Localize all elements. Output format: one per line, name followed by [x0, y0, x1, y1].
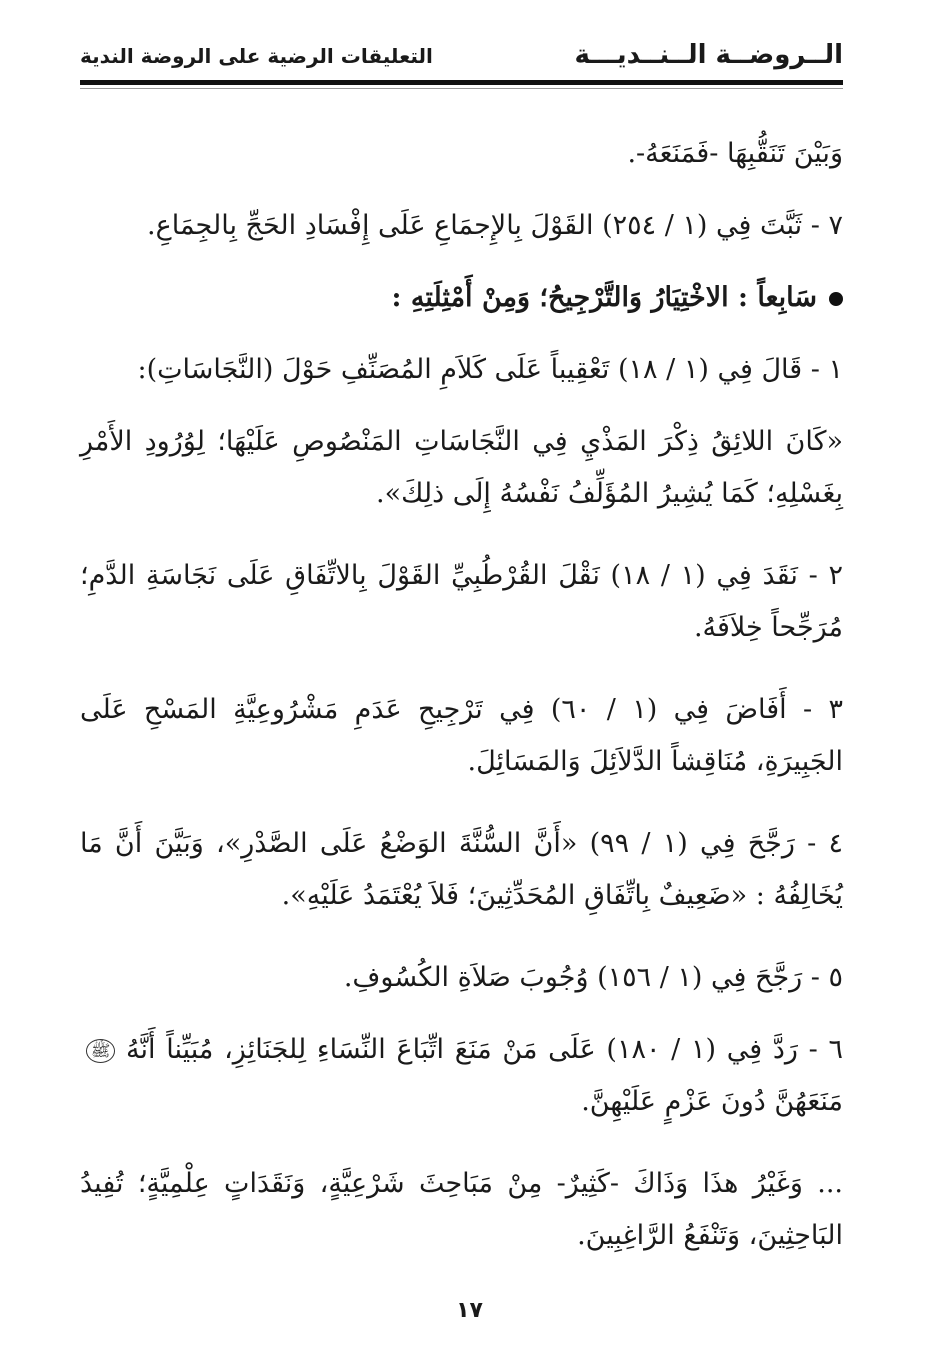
section-heading — [80, 272, 843, 324]
paragraph-item-1: ١ - قَالَ فِي (١ / ١٨) تَعْقِيباً عَلَى كَلاَمِ المُصَنِّفِ حَوْلَ (النَّجَاسَاتِ): — [137, 354, 843, 385]
header-rule-thin — [80, 88, 843, 89]
honorific-icon: ﷺ — [86, 1039, 115, 1063]
page-header — [80, 38, 843, 78]
header-rule — [80, 80, 843, 85]
page-number: ١٧ — [456, 1298, 483, 1323]
page-body — [80, 128, 843, 1292]
paragraph-item-6 — [80, 1024, 843, 1128]
book-title: الــروضــة الــنــديـــة — [574, 40, 843, 70]
section-title: التعليقات الرضية على الروضة الندية — [80, 44, 433, 68]
paragraph-item-4: ٤ - رَجَّحَ فِي (١ / ٩٩) «أَنَّ السُّنَّةَ الوَضْعُ عَلَى الصَّدْرِ»، وَبَيَّنَ أَنَّ مَا يُخَالِفُهُ : «ضَعِيفٌ بِاتِّفَاقِ المُحَدِّثِينَ؛ فَلاَ يُعْتَمَدُ عَلَيْهِ». — [80, 828, 843, 911]
paragraph-continuation: وَبَيْنَ تَنَقُّبِهَا -فَمَنَعَهُ-. — [627, 138, 843, 169]
paragraph-item-5: ٥ - رَجَّحَ فِي (١ / ١٥٦) وُجُوبَ صَلاَةِ الكُسُوفِ. — [343, 962, 843, 993]
paragraph-item-6-text: ٦ - رَدَّ فِي (١ / ١٨٠) عَلَى مَنْ مَنَعَ اتِّبَاعَ النِّسَاءِ لِلجَنَائِزِ، مُبَيِّناً أَنَّهُ — [126, 1034, 843, 1065]
bullet-icon — [829, 292, 843, 306]
paragraph-item-2: ٢ - نَقَدَ فِي (١ / ١٨) نَقْلَ القُرْطُبِيِّ القَوْلَ بِالاتِّفَاقِ عَلَى نَجَاسَةِ الدَّمِ؛ مُرَجِّحاً خِلاَفَهُ. — [80, 560, 843, 643]
paragraph-item-6-tail: مَنَعَهُنَّ دُونَ عَزْمٍ عَلَيْهِنَّ. — [581, 1086, 843, 1117]
paragraph-item-7: ٧ - ثَبَّتَ فِي (١ / ٢٥٤) القَوْلَ بِالإِجمَاعِ عَلَى إِفْسَادِ الحَجِّ بِالجِمَاعِ. — [147, 210, 843, 241]
paragraph-item-3: ٣ - أَفَاضَ فِي (١ / ٦٠) فِي تَرْجِيحِ عَدَمِ مَشْرُوعِيَّةِ المَسْحِ عَلَى الجَبِيرَةِ، مُنَاقِشاً الدَّلاَئِلَ وَالمَسَائِلَ. — [80, 694, 843, 777]
paragraph-quote: «كَانَ اللائِقُ ذِكْرَ المَذْيِ فِي النَّجَاسَاتِ المَنْصُوصِ عَلَيْهَا؛ لِوُرُودِ الأَمْرِ بِغَسْلِهِ؛ كَمَا يُشِيرُ المُؤَلِّفُ نَفْسُهُ إِلَى ذلِكَ». — [80, 426, 843, 509]
paragraph-closing: ... وَغَيْرُ هذَا وَذَاكَ -كَثِيرٌ- مِنْ مَبَاحِثَ شَرْعِيَّةٍ، وَنَقَدَاتٍ عِلْمِيَّةٍ؛ تُفِيدُ البَاحِثِينَ، وَتَنْفَعُ الرَّاغِبِينَ. — [80, 1168, 843, 1251]
section-heading-text: سَابِعاً : الاخْتِيَارُ وَالتَّرْجِيحُ؛ وَمِنْ أَمْثِلَتِهِ : — [391, 282, 817, 313]
